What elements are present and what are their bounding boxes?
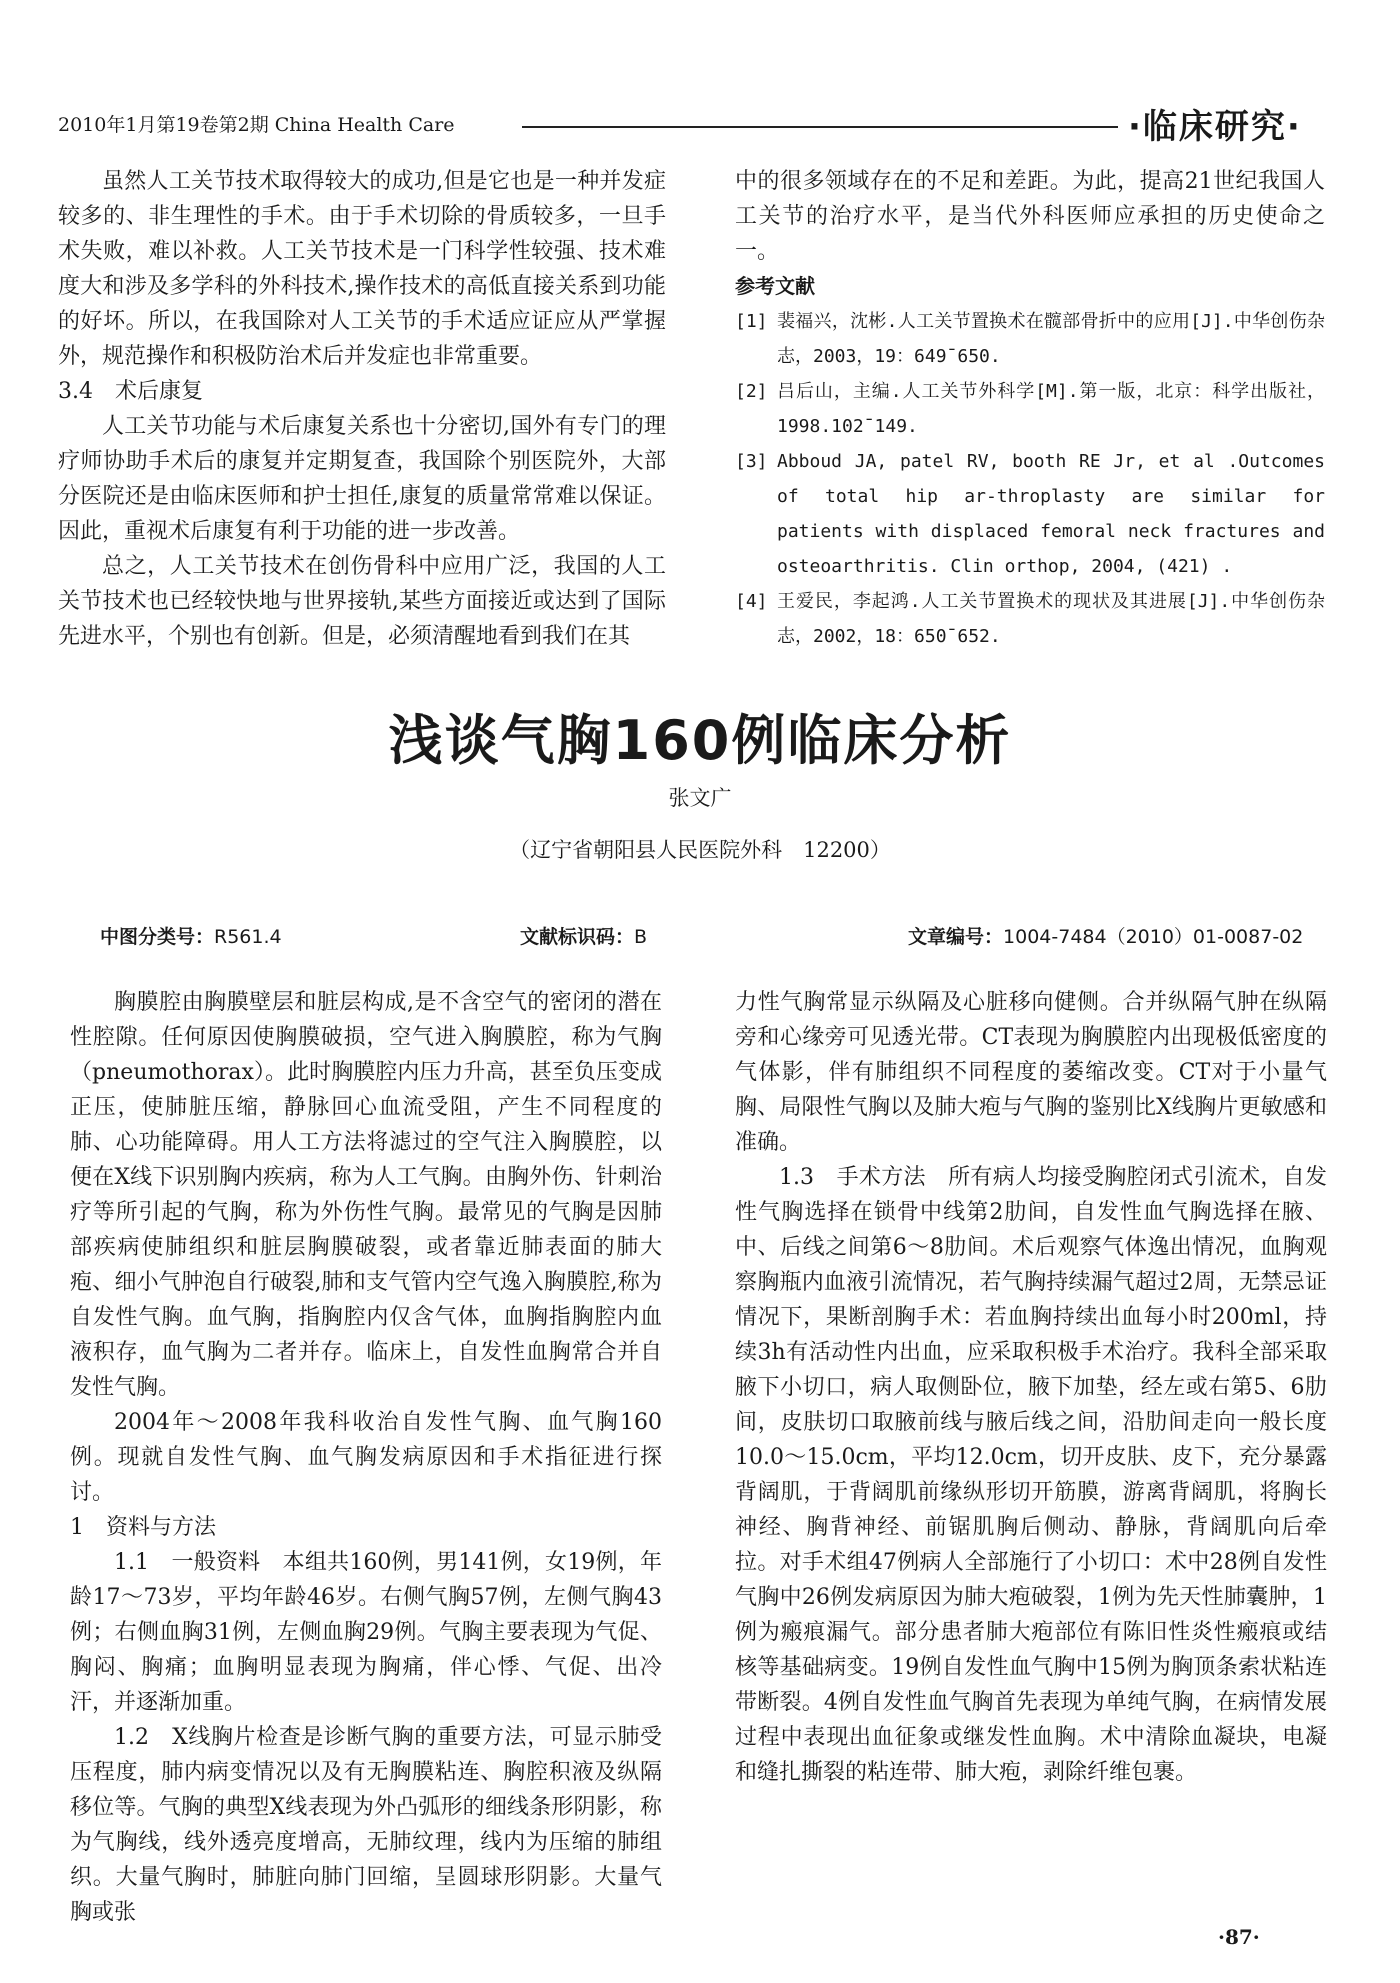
paragraph: 人工关节功能与术后康复关系也十分密切,国外有专门的理疗师协助手术后的康复并定期复查，我国除个别医院外，大部分医院还是由临床医师和护士担任,康复的质量常常难以保证。因此，重视术后康复有利于功能的进一步改善。 [58,414,666,544]
header-rule [522,126,1118,128]
previous-article-right-column [735,164,1325,654]
paragraph: 胸膜腔由胸膜壁层和脏层构成,是不含空气的密闭的潜在性腔隙。任何原因使胸膜破损，空气进入胸膜腔，称为气胸（pneumothorax）。此时胸膜腔内压力升高，甚至负压变成正压，使肺脏压缩，静脉回心血流受阻，产生不同程度的肺、心功能障碍。用人工方法将滤过的空气注入胸膜腔，以便在X线下识别胸内疾病，称为人工气胸。由胸外伤、针刺治疗等所引起的气胸，称为外伤性气胸。最常见的气胸是因肺部疾病使肺组织和脏层胸膜破裂，或者靠近肺表面的肺大疱、细小气肿泡自行破裂,肺和支气管内空气逸入胸膜腔,称为自发性气胸。血气胸，指胸腔内仅含气体，血胸指胸腔内血液积存，血气胸为二者并存。临床上，自发性血胸常合并自发性气胸。 [70,990,662,1400]
previous-article-left-column [58,164,666,654]
article-title: 浅谈气胸160例临床分析 [388,709,1012,772]
section-label: ·临床研究· [1128,107,1302,147]
section-heading: 1 资料与方法 [70,1515,216,1540]
reference-item [735,584,1325,654]
reference-number: [3] [735,451,768,472]
article-affiliation: （辽宁省朝阳县人民医院外科 12200） [509,838,891,862]
paragraph: 1.2 X线胸片检查是诊断气胸的重要方法，可显示肺受压程度，肺内病变情况以及有无胸膜粘连、胸腔积液及纵隔移位等。气胸的典型X线表现为外凸弧形的细线条形阴影，称为气胸线，线外透亮度增高，无肺纹理，线内为压缩的肺组织。大量气胸时，肺脏向肺门回缩，呈圆球形阴影。大量气胸或张 [70,1725,662,1925]
reference-item [735,374,1325,444]
article-author: 张文广 [668,786,732,810]
article-number-label: 文章编号： [908,926,1004,948]
article-right-column [735,985,1327,1790]
reference-number: [4] [735,591,768,612]
references-title: 参考文献 [735,274,815,298]
section-heading: 3.4 术后康复 [58,379,203,404]
page-number: ·87· [1218,1925,1260,1949]
paragraph: 2004年～2008年我科收治自发性气胸、血气胸160例。现就自发性气胸、血气胸发病原因和手术指征进行探讨。 [70,1410,662,1505]
paragraph: 1.3 手术方法 所有病人均接受胸腔闭式引流术，自发性气胸选择在锁骨中线第2肋间，自发性血气胸选择在腋、中、后线之间第6～8肋间。术后观察气体逸出情况，血胸观察胸瓶内血液引流情况，若气胸持续漏气超过2周，无禁忌证情况下，果断剖胸手术：若血胸持续出血每小时200ml，持续3h有活动性内出血，应采取积极手术治疗。我科全部采取腋下小切口，病人取侧卧位，腋下加垫，经左或右第5、6肋间，皮肤切口取腋前线与腋后线之间，沿肋间走向一般长度10.0～15.0cm，平均12.0cm，切开皮肤、皮下，充分暴露背阔肌，于背阔肌前缘纵形切开筋膜，游离背阔肌，将胸长神经、胸背神经、前锯肌胸后侧动、静脉，背阔肌向后牵拉。对手术组47例病人全部施行了小切口：术中28例自发性气胸中26例发病原因为肺大疱破裂，1例为先天性肺囊肿，1例为瘢痕漏气。部分患者肺大疱部位有陈旧性炎性瘢痕或结核等基础病变。19例自发性血气胸中15例为胸顶条索状粘连带断裂。4例自发性血气胸首先表现为单纯气胸，在病情发展过程中表现出血征象或继发性血胸。术中清除血凝块，电凝和缝扎撕裂的粘连带、肺大疱，剥除纤维包裹。 [735,1165,1327,1785]
paragraph: 1.1 一般资料 本组共160例，男141例，女19例，年龄17～73岁，平均年龄46岁。右侧气胸57例，左侧气胸43例；右侧血胸31例，左侧血胸29例。气胸主要表现为气促、胸闷、胸痛；血胸明显表现为胸痛，伴心悸、气促、出冷汗，并逐渐加重。 [70,1550,662,1715]
classification-number [100,922,282,949]
article-left-column [70,985,662,1930]
reference-number: [1] [735,311,768,332]
reference-item [735,304,1325,374]
classification-label: 中图分类号： [100,926,215,948]
document-code [520,922,647,949]
reference-text: 吕后山，主编.人工关节外科学[M].第一版，北京：科学出版社，1998.102¯149. [777,381,1325,437]
document-code-label: 文献标识码： [520,926,635,948]
reference-item [735,444,1325,584]
paragraph: 总之，人工关节技术在创伤骨科中应用广泛，我国的人工关节技术也已经较快地与世界接轨,某些方面接近或达到了国际先进水平，个别也有创新。但是，必须清醒地看到我们在其 [58,554,666,649]
article-number-value: 1004-7484（2010）01-0087-02 [1003,926,1304,948]
reference-text: Abboud JA, patel RV, booth RE Jr, et al .Outcomes of total hip ar-throplasty are similar for patients with displaced femoral neck fractures and osteoarthritis. Clin orthop, 2004, (421) . [777,451,1325,577]
running-header: 2010年1月第19卷第2期 China Health Care [58,114,455,136]
reference-number: [2] [735,381,768,402]
document-code-value: B [634,926,648,948]
paragraph: 力性气胸常显示纵隔及心脏移向健侧。合并纵隔气肿在纵隔旁和心缘旁可见透光带。CT表现为胸膜腔内出现极低密度的气体影，伴有肺组织不同程度的萎缩改变。CT对于小量气胸、局限性气胸以及肺大疱与气胸的鉴别比X线胸片更敏感和准确。 [735,990,1327,1155]
reference-text: 王爱民，李起鸿.人工关节置换术的现状及其进展[J].中华创伤杂志，2002，18：650¯652. [777,591,1325,647]
paragraph: 中的很多领域存在的不足和差距。为此，提高21世纪我国人工关节的治疗水平，是当代外科医师应承担的历史使命之一。 [735,169,1325,264]
article-number [908,922,1303,949]
reference-text: 裴福兴，沈彬.人工关节置换术在髋部骨折中的应用[J].中华创伤杂志，2003，19：649¯650. [777,311,1325,367]
classification-value: R561.4 [214,926,282,948]
paragraph: 虽然人工关节技术取得较大的成功,但是它也是一种并发症较多的、非生理性的手术。由于手术切除的骨质较多，一旦手术失败，难以补救。人工关节技术是一门科学性较强、技术难度大和涉及多学科的外科技术,操作技术的高低直接关系到功能的好坏。所以，在我国除对人工关节的手术适应证应从严掌握外，规范操作和积极防治术后并发症也非常重要。 [58,169,666,369]
